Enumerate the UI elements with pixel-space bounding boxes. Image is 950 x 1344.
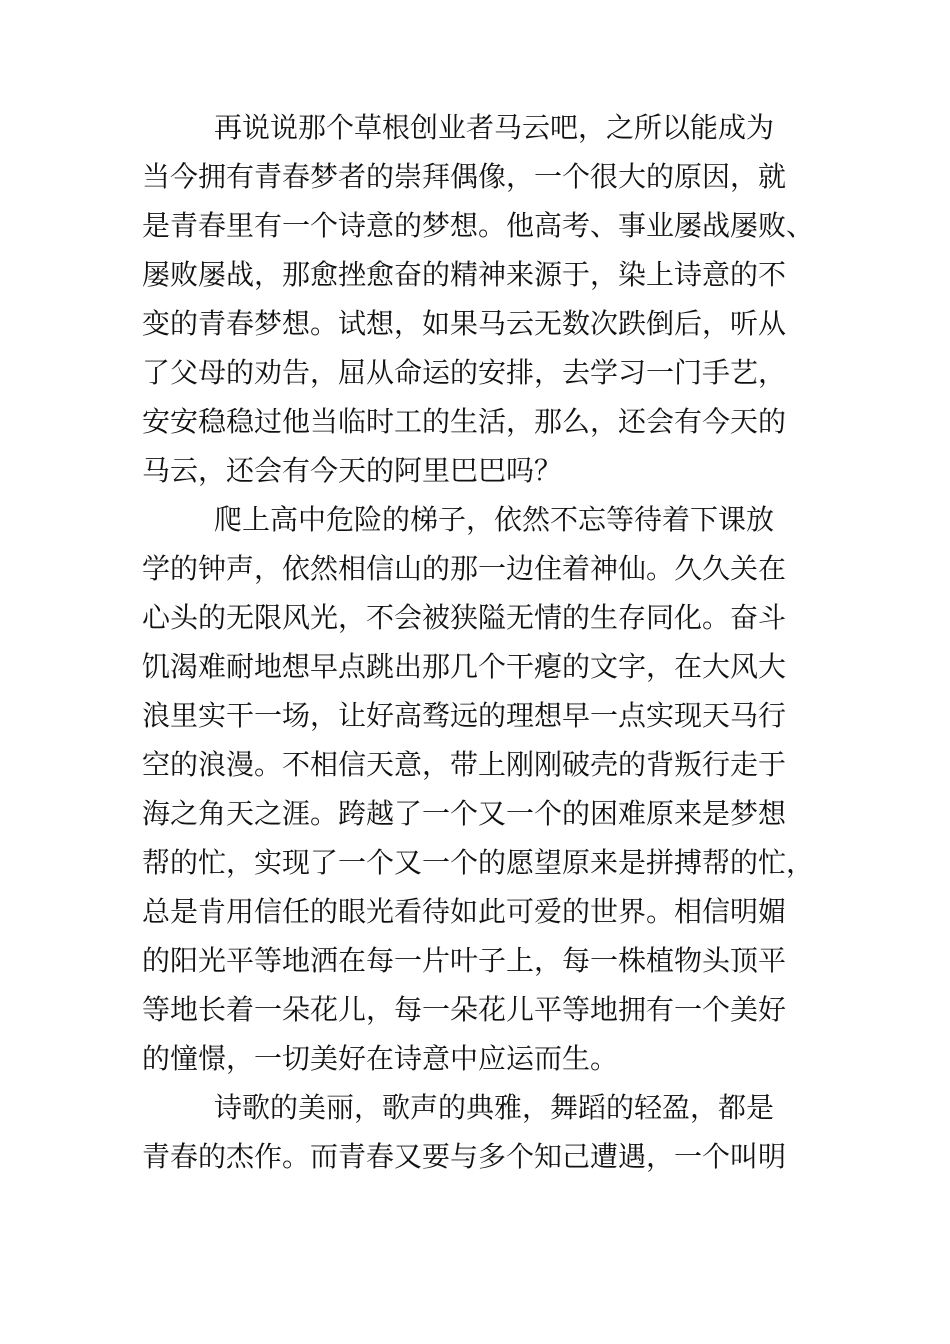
- paragraph-line: 青春的杰作。而青春又要与多个知己遭遇，一个叫明: [142, 1140, 787, 1173]
- paragraph-line: 空的浪漫。不相信天意，带上刚刚破壳的背叛行走于: [142, 748, 787, 781]
- paragraph-line: 浪里实干一场，让好高骛远的理想早一点实现天马行: [142, 699, 787, 732]
- paragraph-line: 的阳光平等地洒在每一片叶子上，每一株植物头顶平: [142, 944, 787, 977]
- paragraph-3: [142, 1083, 822, 1181]
- paragraph-line: 帮的忙，实现了一个又一个的愿望原来是拼搏帮的忙，: [142, 846, 815, 879]
- document-body: [142, 103, 822, 1181]
- paragraph-line: 再说说那个草根创业者马云吧，之所以能成为: [214, 111, 775, 144]
- paragraph-line: 饥渴难耐地想早点跳出那几个干瘪的文字，在大风大: [142, 650, 787, 683]
- paragraph-line: 等地长着一朵花儿，每一朵花儿平等地拥有一个美好: [142, 993, 787, 1026]
- paragraph-line: 总是肯用信任的眼光看待如此可爱的世界。相信明媚: [142, 895, 787, 928]
- paragraph-line: 海之角天之涯。跨越了一个又一个的困难原来是梦想: [142, 797, 787, 830]
- paragraph-line: 是青春里有一个诗意的梦想。他高考、事业屡战屡败、: [142, 209, 815, 242]
- paragraph-line: 心头的无限风光，不会被狭隘无情的生存同化。奋斗: [142, 601, 787, 634]
- paragraph-line: 爬上高中危险的梯子，依然不忘等待着下课放: [214, 503, 775, 536]
- paragraph-line: 了父母的劝告，屈从命运的安排，去学习一门手艺，: [142, 356, 787, 389]
- paragraph-line: 安安稳稳过他当临时工的生活，那么，还会有今天的: [142, 405, 787, 438]
- paragraph-line: 马云，还会有今天的阿里巴巴吗？: [142, 454, 563, 487]
- paragraph-line: 屡败屡战，那愈挫愈奋的精神来源于，染上诗意的不: [142, 258, 787, 291]
- paragraph-line: 变的青春梦想。试想，如果马云无数次跌倒后，听从: [142, 307, 787, 340]
- paragraph-line: 当今拥有青春梦者的崇拜偶像，一个很大的原因，就: [142, 160, 787, 193]
- paragraph-line: 学的钟声，依然相信山的那一边住着神仙。久久关在: [142, 552, 787, 585]
- paragraph-1: [142, 103, 822, 495]
- paragraph-line: 的憧憬，一切美好在诗意中应运而生。: [142, 1042, 619, 1075]
- paragraph-line: 诗歌的美丽，歌声的典雅，舞蹈的轻盈，都是: [214, 1091, 775, 1124]
- paragraph-2: [142, 495, 822, 1083]
